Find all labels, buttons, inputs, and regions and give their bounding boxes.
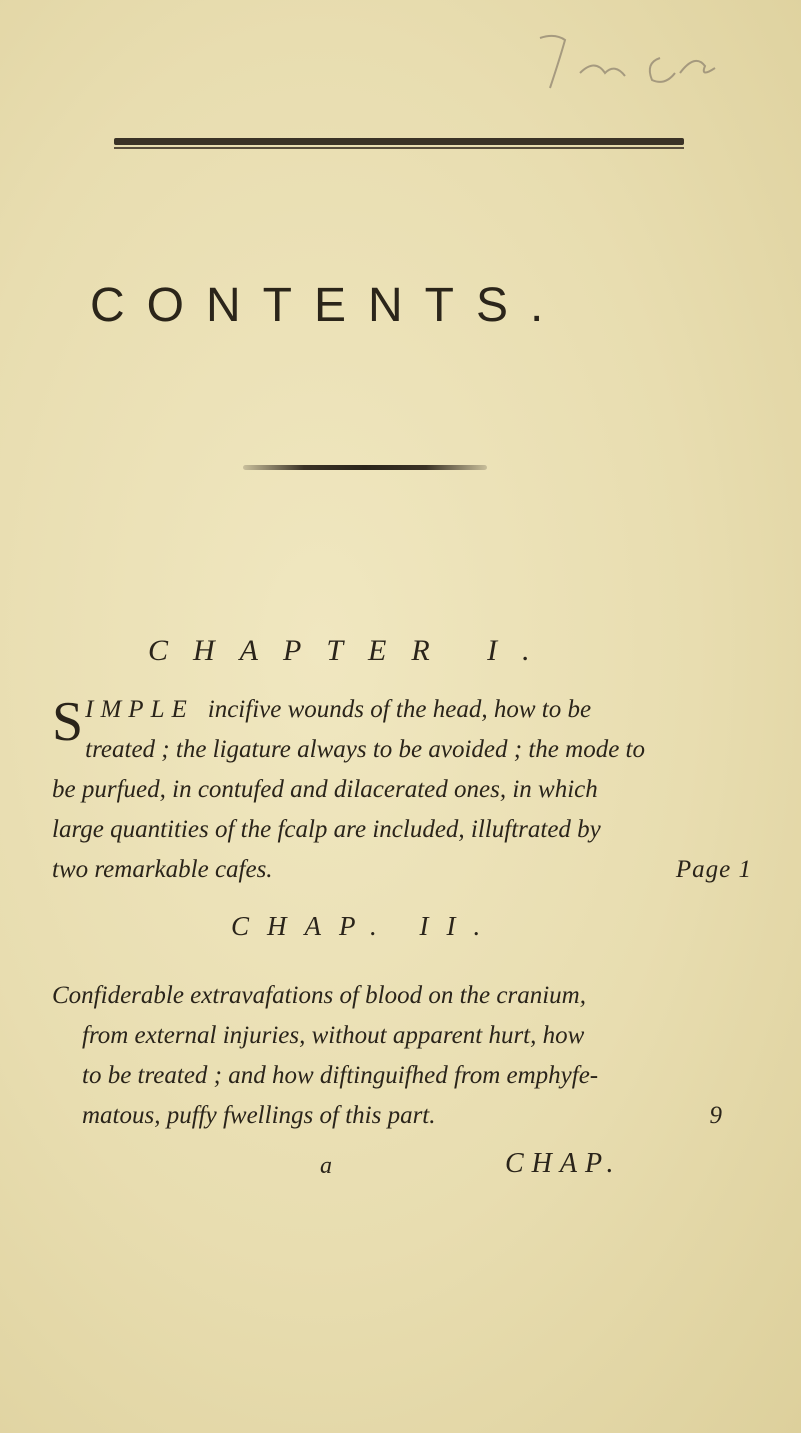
chapter-1-summary: [52, 690, 752, 890]
top-double-rule: [114, 138, 684, 145]
summary-line: [52, 690, 752, 730]
chapter-2-summary: [52, 976, 752, 1136]
summary-line: [52, 1096, 752, 1136]
dropcap-letter: S: [52, 691, 84, 753]
handwritten-annotation: [520, 18, 730, 98]
catchword: CHAP.: [505, 1148, 622, 1179]
summary-line: from external injuries, without apparent hurt, how: [82, 1022, 585, 1049]
page-reference: 9: [709, 1102, 722, 1129]
summary-line: large quantities of the fcalp are included, illuftrated by: [52, 816, 601, 843]
summary-line-text: two remarkable cafes.: [52, 856, 273, 883]
smallcaps-word: IMPLE: [85, 696, 194, 723]
summary-line: be purfued, in contufed and dilacerated ones, in which: [52, 776, 598, 803]
summary-line: [52, 850, 752, 890]
page-title: CONTENTS.: [90, 279, 566, 332]
page-reference: Page 1: [675, 856, 752, 883]
signature-mark: a: [320, 1153, 332, 1179]
summary-line: treated ; the ligature always to be avoided ; the mode to: [85, 736, 645, 763]
chapter-1-heading: CHAPTER I.: [148, 634, 555, 667]
chapter-2-heading: CHAP. II.: [231, 911, 499, 941]
summary-line: to be treated ; and how diftinguifhed from emphyfe-: [82, 1062, 599, 1089]
summary-line-text: matous, puffy fwellings of this part.: [82, 1102, 436, 1129]
summary-line-text: incifive wounds of the head, how to be: [207, 696, 592, 723]
ornamental-rule: [243, 465, 487, 470]
summary-line: Confiderable extravafations of blood on the cranium,: [52, 982, 586, 1009]
